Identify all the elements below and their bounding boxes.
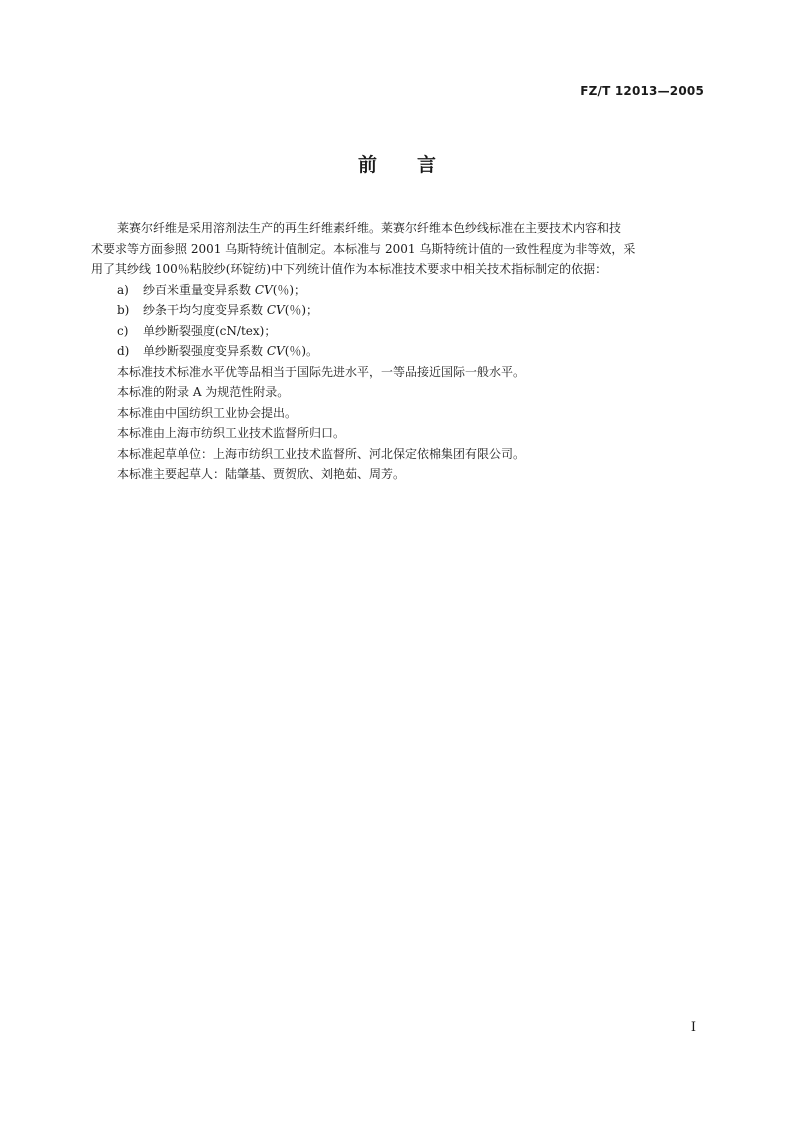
intro-line-2: 术要求等方面参照 2001 乌斯特统计值制定。本标准与 2001 乌斯特统计值的一致性程度为非等效，采: [91, 241, 636, 256]
list-item: [117, 321, 704, 342]
list-text: 单纱断裂强度变异系数 CV(％)。: [143, 344, 319, 358]
statement-proposer: 本标准由中国纺织工业协会提出。: [117, 405, 298, 420]
statement-drafting-units: 本标准起草单位：上海市纺织工业技术监督所、河北保定依棉集团有限公司。: [117, 446, 526, 461]
list-item: [117, 280, 704, 301]
list-marker: c): [117, 323, 129, 338]
statement-level: 本标准技术标准水平优等品相当于国际先进水平，一等品接近国际一般水平。: [117, 364, 526, 379]
title-char-1: 前: [357, 154, 377, 176]
standard-code: FZ/T 12013—2005: [580, 84, 704, 98]
list-marker: d): [117, 344, 130, 358]
list-item: [117, 341, 704, 362]
foreword-body: [91, 218, 704, 485]
list-text: 纱百米重量变异系数 CV(％)；: [143, 282, 307, 297]
list-item: [117, 300, 704, 321]
title-char-2: 言: [417, 154, 437, 176]
statement-annex: 本标准的附录 A 为规范性附录。: [117, 385, 290, 399]
list-text: 单纱断裂强度(cN/tex)；: [143, 323, 277, 338]
intro-paragraph: [91, 218, 704, 280]
intro-line-1: 莱赛尔纤维是采用溶剂法生产的再生纤维素纤维。莱赛尔纤维本色纱线标准在主要技术内容和技: [117, 221, 622, 235]
page-number: I: [690, 1020, 696, 1035]
intro-line-3: 用了其纱线 100％粘胶纱(环锭纺)中下列统计值作为本标准技术要求中相关技术指标制定的依据：: [91, 262, 608, 276]
page-title: [0, 150, 794, 177]
list-marker: a): [117, 282, 129, 297]
statement-drafters: 本标准主要起草人：陆肇基、贾贺欣、刘艳茹、周芳。: [117, 467, 406, 481]
list-marker: b): [117, 303, 130, 317]
statement-administrator: 本标准由上海市纺织工业技术监督所归口。: [117, 426, 346, 440]
list-text: 纱条干均匀度变异系数 CV(％)；: [143, 303, 319, 317]
